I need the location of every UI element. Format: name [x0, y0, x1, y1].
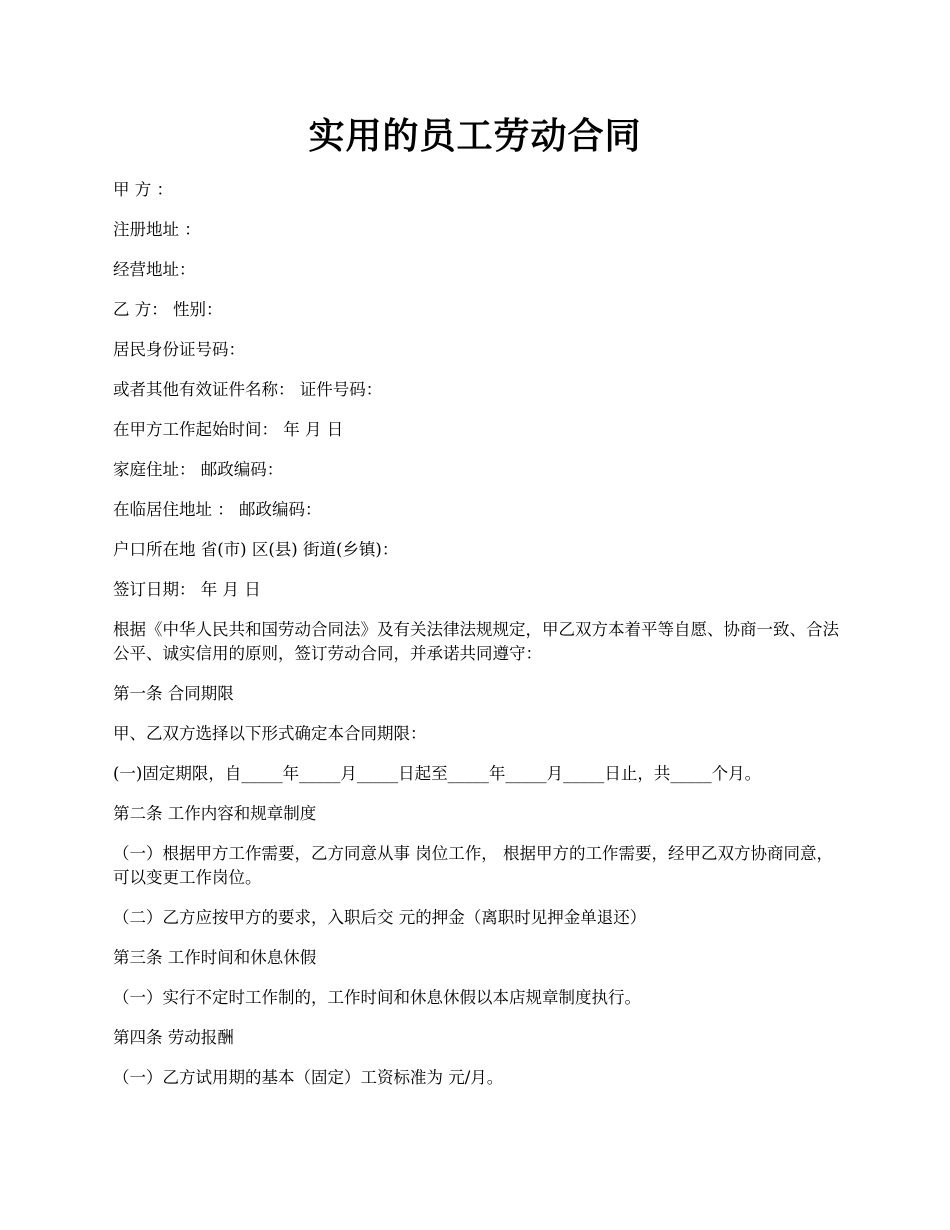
business-address-line: 经营地址：: [113, 260, 196, 279]
registered-address-line: 注册地址 ：: [113, 220, 201, 239]
party-a-line: 甲 方 ：: [113, 180, 173, 199]
article-4-heading: 第四条 劳动报酬: [113, 1028, 234, 1047]
signing-date-line: 签订日期： 年 月 日: [113, 580, 261, 599]
article-2-clause-1: （一）根据甲方工作需要，乙方同意从事 岗位工作， 根据甲方的工作需要，经甲乙双方协商同意，可以变更工作岗位。: [113, 844, 833, 887]
article-3-heading: 第三条 工作时间和休息休假: [113, 948, 317, 967]
party-b-line: 乙 方： 性别：: [113, 300, 223, 319]
other-id-line: 或者其他有效证件名称： 证件号码：: [113, 380, 383, 399]
home-address-line: 家庭住址： 邮政编码：: [113, 460, 284, 479]
article-2-clause-2: （二）乙方应按甲方的要求，入职后交 元的押金（离职时见押金单退还）: [113, 908, 647, 927]
preamble-paragraph: 根据《中华人民共和国劳动合同法》及有关法律法规规定，甲乙双方本着平等自愿、协商一致、合法公平、诚实信用的原则，签订劳动合同，并承诺共同遵守：: [113, 620, 839, 663]
article-4-clause-1: （一）乙方试用期的基本（固定）工资标准为 元/月。: [113, 1068, 504, 1087]
household-registration-line: 户口所在地 省(市) 区(县) 街道(乡镇)：: [113, 540, 399, 559]
article-2-heading: 第二条 工作内容和规章制度: [113, 804, 317, 823]
article-1-intro: 甲、乙双方选择以下形式确定本合同期限：: [113, 724, 427, 743]
document-title: 实用的员工劳动合同: [308, 115, 642, 157]
start-date-line: 在甲方工作起始时间： 年 月 日: [113, 420, 344, 439]
temporary-address-line: 在临居住地址 ： 邮政编码：: [113, 500, 322, 519]
article-1-heading: 第一条 合同期限: [113, 684, 234, 703]
document-body: [113, 178, 843, 1106]
id-number-line: 居民身份证号码：: [113, 340, 245, 359]
article-3-clause-1: （一）实行不定时工作制的，工作时间和休息休假以本店规章制度执行。: [113, 988, 641, 1007]
article-1-fixed-term: (一)固定期限，自_____年_____月_____日起至_____年_____月_____日止，共_____个月。: [113, 764, 762, 783]
